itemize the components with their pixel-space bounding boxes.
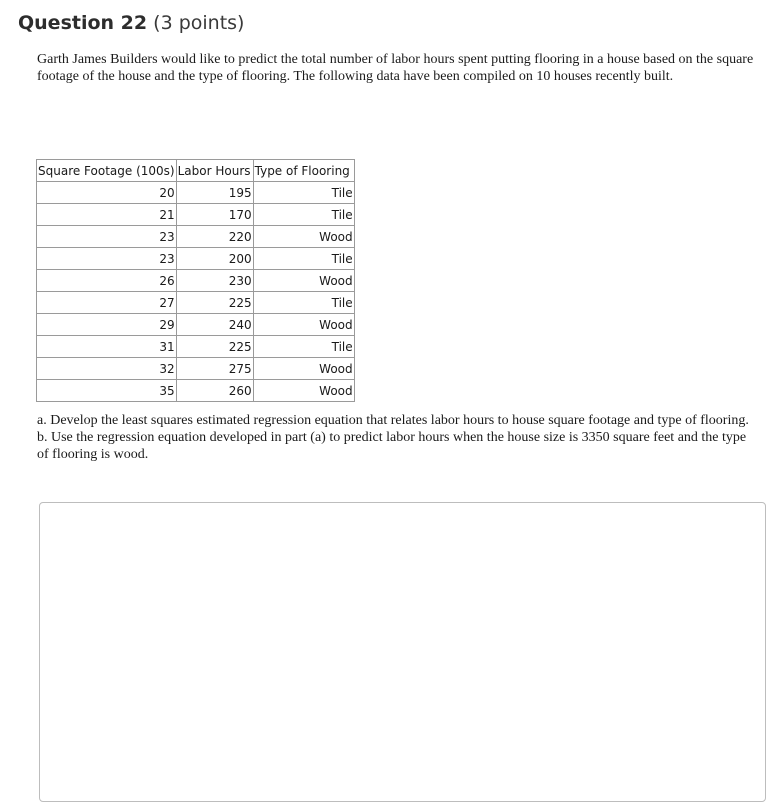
part-b-text: b. Use the regression equation developed in part (a) to predict labor hours when the house size is 3350 square feet and the type of flooring is wood.	[37, 430, 747, 462]
table-row	[37, 314, 355, 336]
cell-square-footage: 20	[37, 182, 177, 204]
cell-flooring-type: Tile	[253, 292, 354, 314]
cell-labor-hours: 225	[176, 292, 253, 314]
cell-flooring-type: Wood	[253, 226, 354, 248]
table-row	[37, 182, 355, 204]
cell-flooring-type: Wood	[253, 270, 354, 292]
cell-square-footage: 23	[37, 248, 177, 270]
cell-square-footage: 23	[37, 226, 177, 248]
answer-textbox[interactable]	[39, 502, 766, 802]
cell-square-footage: 35	[37, 380, 177, 402]
cell-flooring-type: Tile	[253, 204, 354, 226]
table-row	[37, 358, 355, 380]
cell-labor-hours: 200	[176, 248, 253, 270]
table-row	[37, 270, 355, 292]
part-a-text: a. Develop the least squares estimated regression equation that relates labor hours to house square footage and type of flooring.	[37, 413, 749, 428]
table-row	[37, 248, 355, 270]
question-prompt: Garth James Builders would like to predict the total number of labor hours spent putting flooring in a house based on the square footage of the house and the type of flooring. The following data have been compiled on 10 houses recently built.	[37, 52, 754, 84]
header-labor-hours: Labor Hours	[176, 160, 253, 182]
header-flooring-type: Type of Flooring	[253, 160, 354, 182]
cell-flooring-type: Wood	[253, 380, 354, 402]
cell-square-footage: 29	[37, 314, 177, 336]
header-square-footage: Square Footage (100s)	[37, 160, 177, 182]
cell-square-footage: 31	[37, 336, 177, 358]
cell-square-footage: 21	[37, 204, 177, 226]
cell-flooring-type: Tile	[253, 182, 354, 204]
cell-labor-hours: 225	[176, 336, 253, 358]
question-points: (3 points)	[153, 12, 245, 34]
cell-square-footage: 26	[37, 270, 177, 292]
cell-labor-hours: 230	[176, 270, 253, 292]
cell-labor-hours: 220	[176, 226, 253, 248]
cell-square-footage: 32	[37, 358, 177, 380]
question-title: Question 22	[18, 12, 148, 34]
table-row	[37, 336, 355, 358]
cell-labor-hours: 260	[176, 380, 253, 402]
table-row	[37, 292, 355, 314]
question-parts	[37, 412, 759, 463]
cell-flooring-type: Tile	[253, 248, 354, 270]
table-row	[37, 380, 355, 402]
table-row	[37, 226, 355, 248]
cell-flooring-type: Wood	[253, 314, 354, 336]
cell-flooring-type: Tile	[253, 336, 354, 358]
cell-square-footage: 27	[37, 292, 177, 314]
cell-labor-hours: 240	[176, 314, 253, 336]
cell-labor-hours: 195	[176, 182, 253, 204]
data-table	[36, 159, 355, 402]
cell-labor-hours: 170	[176, 204, 253, 226]
table-row	[37, 204, 355, 226]
cell-labor-hours: 275	[176, 358, 253, 380]
table-header-row	[37, 160, 355, 182]
question-header	[18, 10, 244, 36]
cell-flooring-type: Wood	[253, 358, 354, 380]
